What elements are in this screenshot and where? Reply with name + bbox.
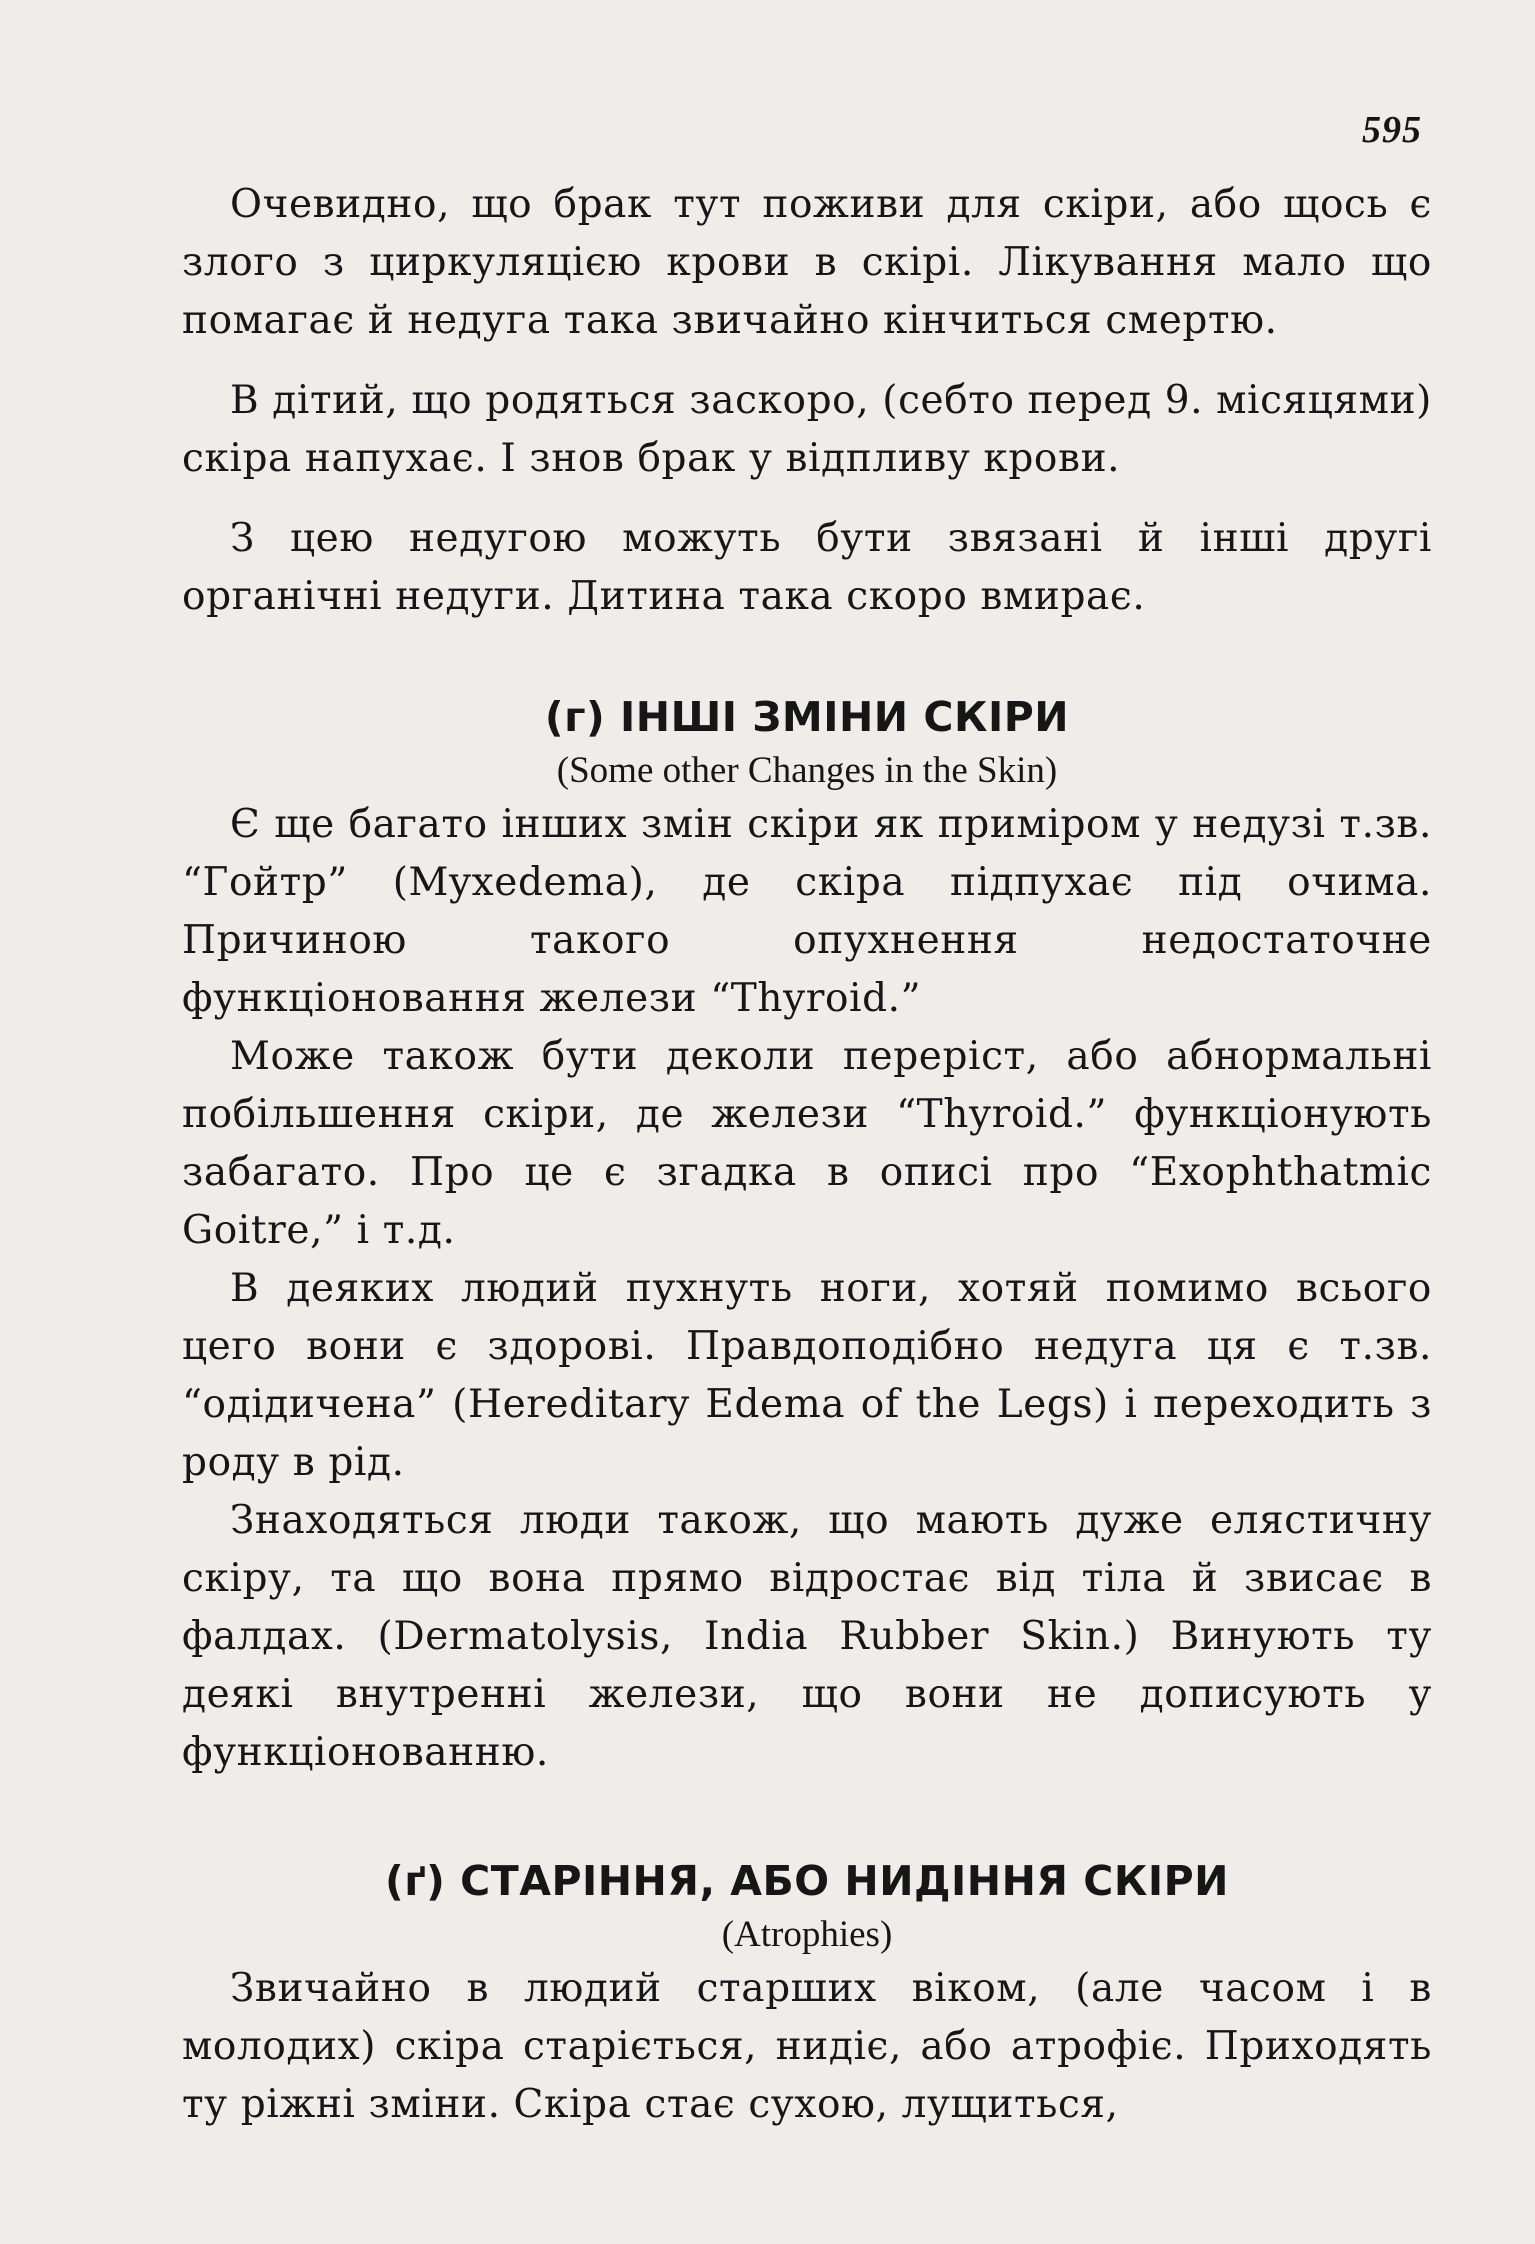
paragraph: В дітий, що родяться заскоро, (себто перед 9. місяцями) скіра напухає. І знов брак у відпливу крови. — [182, 378, 1432, 481]
paragraph: Звичайно в людий старших віком, (але часом і в молодих) скіра старіється, нидіє, або атрофіє. Приходять ту ріжні зміни. Скіра стає сухою, лущиться, — [182, 1966, 1432, 2127]
paragraph: В деяких людий пухнуть ноги, хотяй помимо всього цего вони є здорові. Правдоподібно недуга ця є т.зв. “одідичена” (Hereditary Edema of the Legs) і переходить з роду в рід. — [182, 1266, 1432, 1485]
section-heading: (ґ) СТАРІННЯ, АБО НИДІННЯ СКІРИ — [384, 1857, 1229, 1905]
paragraph: Є ще багато інших змін скіри як приміром у недузі т.зв. “Гойтр” (Myxedema), де скіра підпухає під очима. Причиною такого опухнення недостаточне функціоновання желези “Thyroid.” — [182, 802, 1432, 1021]
text-column — [182, 176, 1432, 2134]
section-heading: (г) ІНШІ ЗМІНИ СКІРИ — [544, 693, 1070, 741]
section-subheading: (Some other Changes in the Skin) — [556, 750, 1058, 791]
section-subheading: (Atrophies) — [721, 1914, 893, 1955]
paragraph: Знаходяться люди також, що мають дуже елястичну скіру, та що вона прямо відростає від тіла й звисає в фалдах. (Dermatolysis, India Rubber Skin.) Винують ту деякі внутренні желези, що вони не дописують у функціонованню. — [182, 1498, 1432, 1775]
page-number: 595 — [1362, 109, 1422, 151]
paragraph: Очевидно, що брак тут поживи для скіри, або щось є злого з циркуляцією крови в скірі. Лікування мало що помагає й недуга така звичайно кінчиться смертю. — [182, 182, 1432, 343]
paragraph: Може також бути деколи переріст, або абнормальні побільшення скіри, де желези “Thyroid.” функціонують забагато. Про це є згадка в описі про “Exophthatmic Goitre,” і т.д. — [182, 1034, 1432, 1253]
paragraph: З цею недугою можуть бути звязані й інші другі органічні недуги. Дитина така скоро вмирає. — [182, 516, 1432, 619]
